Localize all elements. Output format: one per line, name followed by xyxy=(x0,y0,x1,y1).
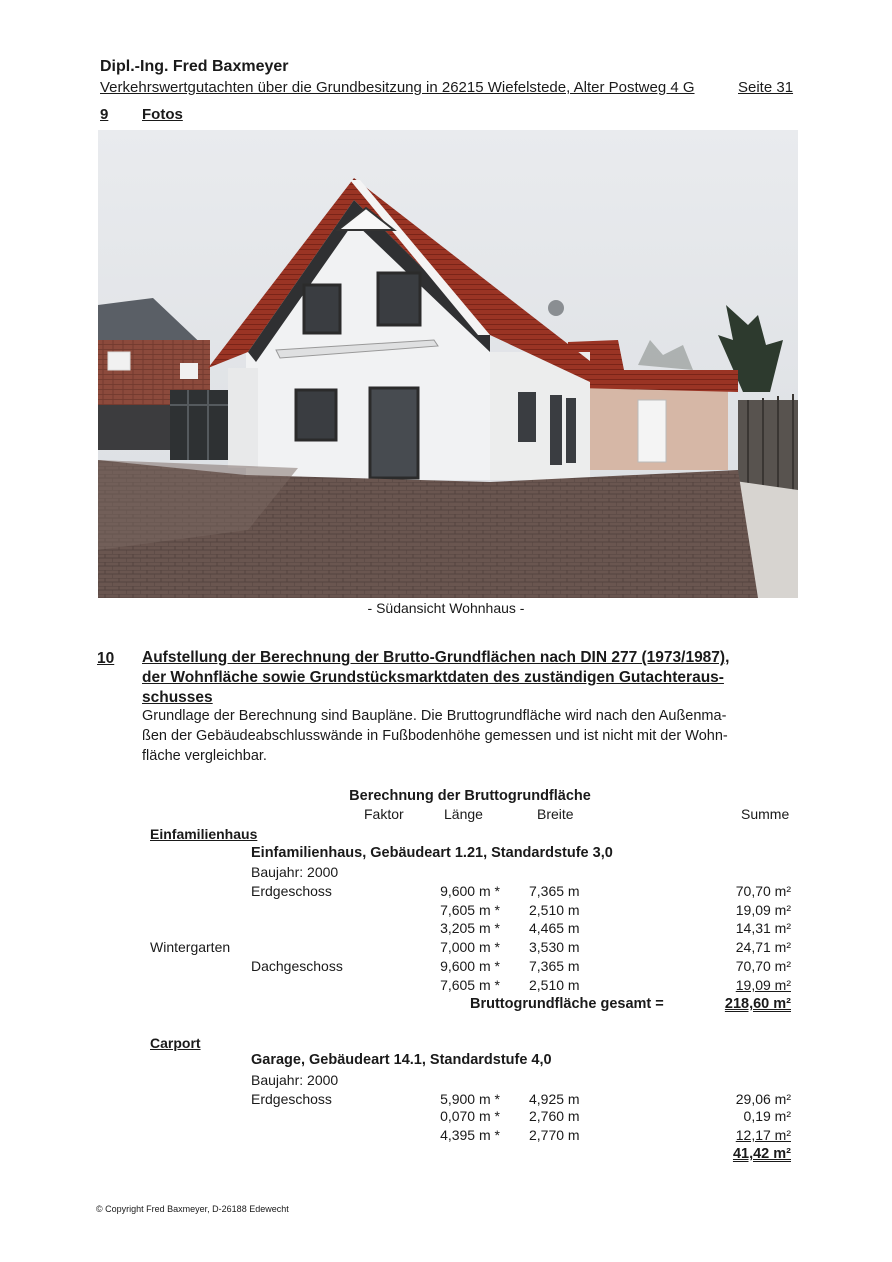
photo-caption: - Südansicht Wohnhaus - xyxy=(367,600,525,616)
row-breite: 7,365 m xyxy=(529,958,580,974)
row-summe: 14,31 m² xyxy=(735,920,791,936)
row-breite: 2,510 m xyxy=(529,977,580,993)
row-summe: 19,09 m² xyxy=(735,977,791,993)
row-summe: 70,70 m² xyxy=(735,958,791,974)
group2-building: Garage, Gebäudeart 14.1, Standardstufe 4,0 xyxy=(251,1052,552,1068)
row-label: Erdgeschoss xyxy=(251,883,332,899)
row-laenge: 9,600 m * xyxy=(440,958,500,974)
group1-total-label: Bruttogrundfläche gesamt = xyxy=(470,996,664,1012)
page-number: Seite 31 xyxy=(738,79,794,96)
row-summe: 70,70 m² xyxy=(735,883,791,899)
row-laenge: 3,205 m * xyxy=(440,920,500,936)
row-summe: 12,17 m² xyxy=(735,1127,791,1143)
section-10-heading-line2: der Wohnfläche sowie Grundstücksmarktdaten des zuständigen Gutachteraus- xyxy=(142,669,724,686)
col-header-summe: Summe xyxy=(741,806,790,822)
row-laenge: 0,070 m * xyxy=(440,1108,500,1124)
paragraph-line2: ßen der Gebäudeabschlusswände in Fußbodenhöhe gemessen und ist nicht mit der Wohn- xyxy=(142,728,728,744)
row-breite: 2,760 m xyxy=(529,1108,580,1124)
group-name-einfamilienhaus: Einfamilienhaus xyxy=(150,826,258,842)
copyright-footer: © Copyright Fred Baxmeyer, D-26188 Edewecht xyxy=(96,1204,289,1214)
row-laenge: 7,605 m * xyxy=(440,977,500,993)
row-summe: 19,09 m² xyxy=(735,902,791,918)
document-subtitle: Verkehrswertgutachten über die Grundbesitzung in 26215 Wiefelstede, Alter Postweg 4 G xyxy=(100,79,695,96)
row-summe: 24,71 m² xyxy=(735,939,791,955)
section-10-number: 10 xyxy=(97,650,115,667)
house-photo xyxy=(98,130,798,598)
group2-year: Baujahr: 2000 xyxy=(251,1072,339,1088)
row-breite: 4,465 m xyxy=(529,920,580,936)
row-summe: 29,06 m² xyxy=(735,1091,791,1107)
group1-total: 218,60 m² xyxy=(724,996,791,1012)
section-10-heading-line1: Aufstellung der Berechnung der Brutto-Grundflächen nach DIN 277 (1973/1987), xyxy=(142,649,730,666)
row-breite: 2,770 m xyxy=(529,1127,580,1143)
section-9-number: 9 xyxy=(100,106,109,123)
section-9-title: Fotos xyxy=(142,106,183,123)
row-summe: 0,19 m² xyxy=(743,1108,791,1124)
paragraph-line1: Grundlage der Berechnung sind Baupläne. Die Bruttogrundfläche wird nach den Außenma- xyxy=(142,708,727,724)
group1-year: Baujahr: 2000 xyxy=(251,864,339,880)
table-title: Berechnung der Bruttogrundfläche xyxy=(349,788,591,804)
document-author: Dipl.-Ing. Fred Baxmeyer xyxy=(100,58,289,75)
row-laenge: 9,600 m * xyxy=(440,883,500,899)
section-10-heading-line3: schusses xyxy=(142,689,213,706)
group1-building: Einfamilienhaus, Gebäudeart 1.21, Standardstufe 3,0 xyxy=(251,845,613,861)
row-laenge: 7,605 m * xyxy=(440,902,500,918)
section-10-paragraph xyxy=(142,706,802,766)
col-header-laenge: Länge xyxy=(444,806,483,822)
paragraph-line3: fläche vergleichbar. xyxy=(142,748,267,764)
row-breite: 3,530 m xyxy=(529,939,580,955)
row-breite: 4,925 m xyxy=(529,1091,580,1107)
row-label: Dachgeschoss xyxy=(251,958,343,974)
section-10-heading xyxy=(142,648,802,708)
row-label: Erdgeschoss xyxy=(251,1091,332,1107)
row-laenge: 5,900 m * xyxy=(440,1091,500,1107)
row-breite: 7,365 m xyxy=(529,883,580,899)
group-name-carport: Carport xyxy=(150,1035,201,1051)
row-laenge: 4,395 m * xyxy=(440,1127,500,1143)
row-breite: 2,510 m xyxy=(529,902,580,918)
row-laenge: 7,000 m * xyxy=(440,939,500,955)
col-header-faktor: Faktor xyxy=(364,806,404,822)
col-header-breite: Breite xyxy=(537,806,574,822)
group2-total: 41,42 m² xyxy=(732,1146,791,1162)
row-label-left: Wintergarten xyxy=(150,939,231,955)
